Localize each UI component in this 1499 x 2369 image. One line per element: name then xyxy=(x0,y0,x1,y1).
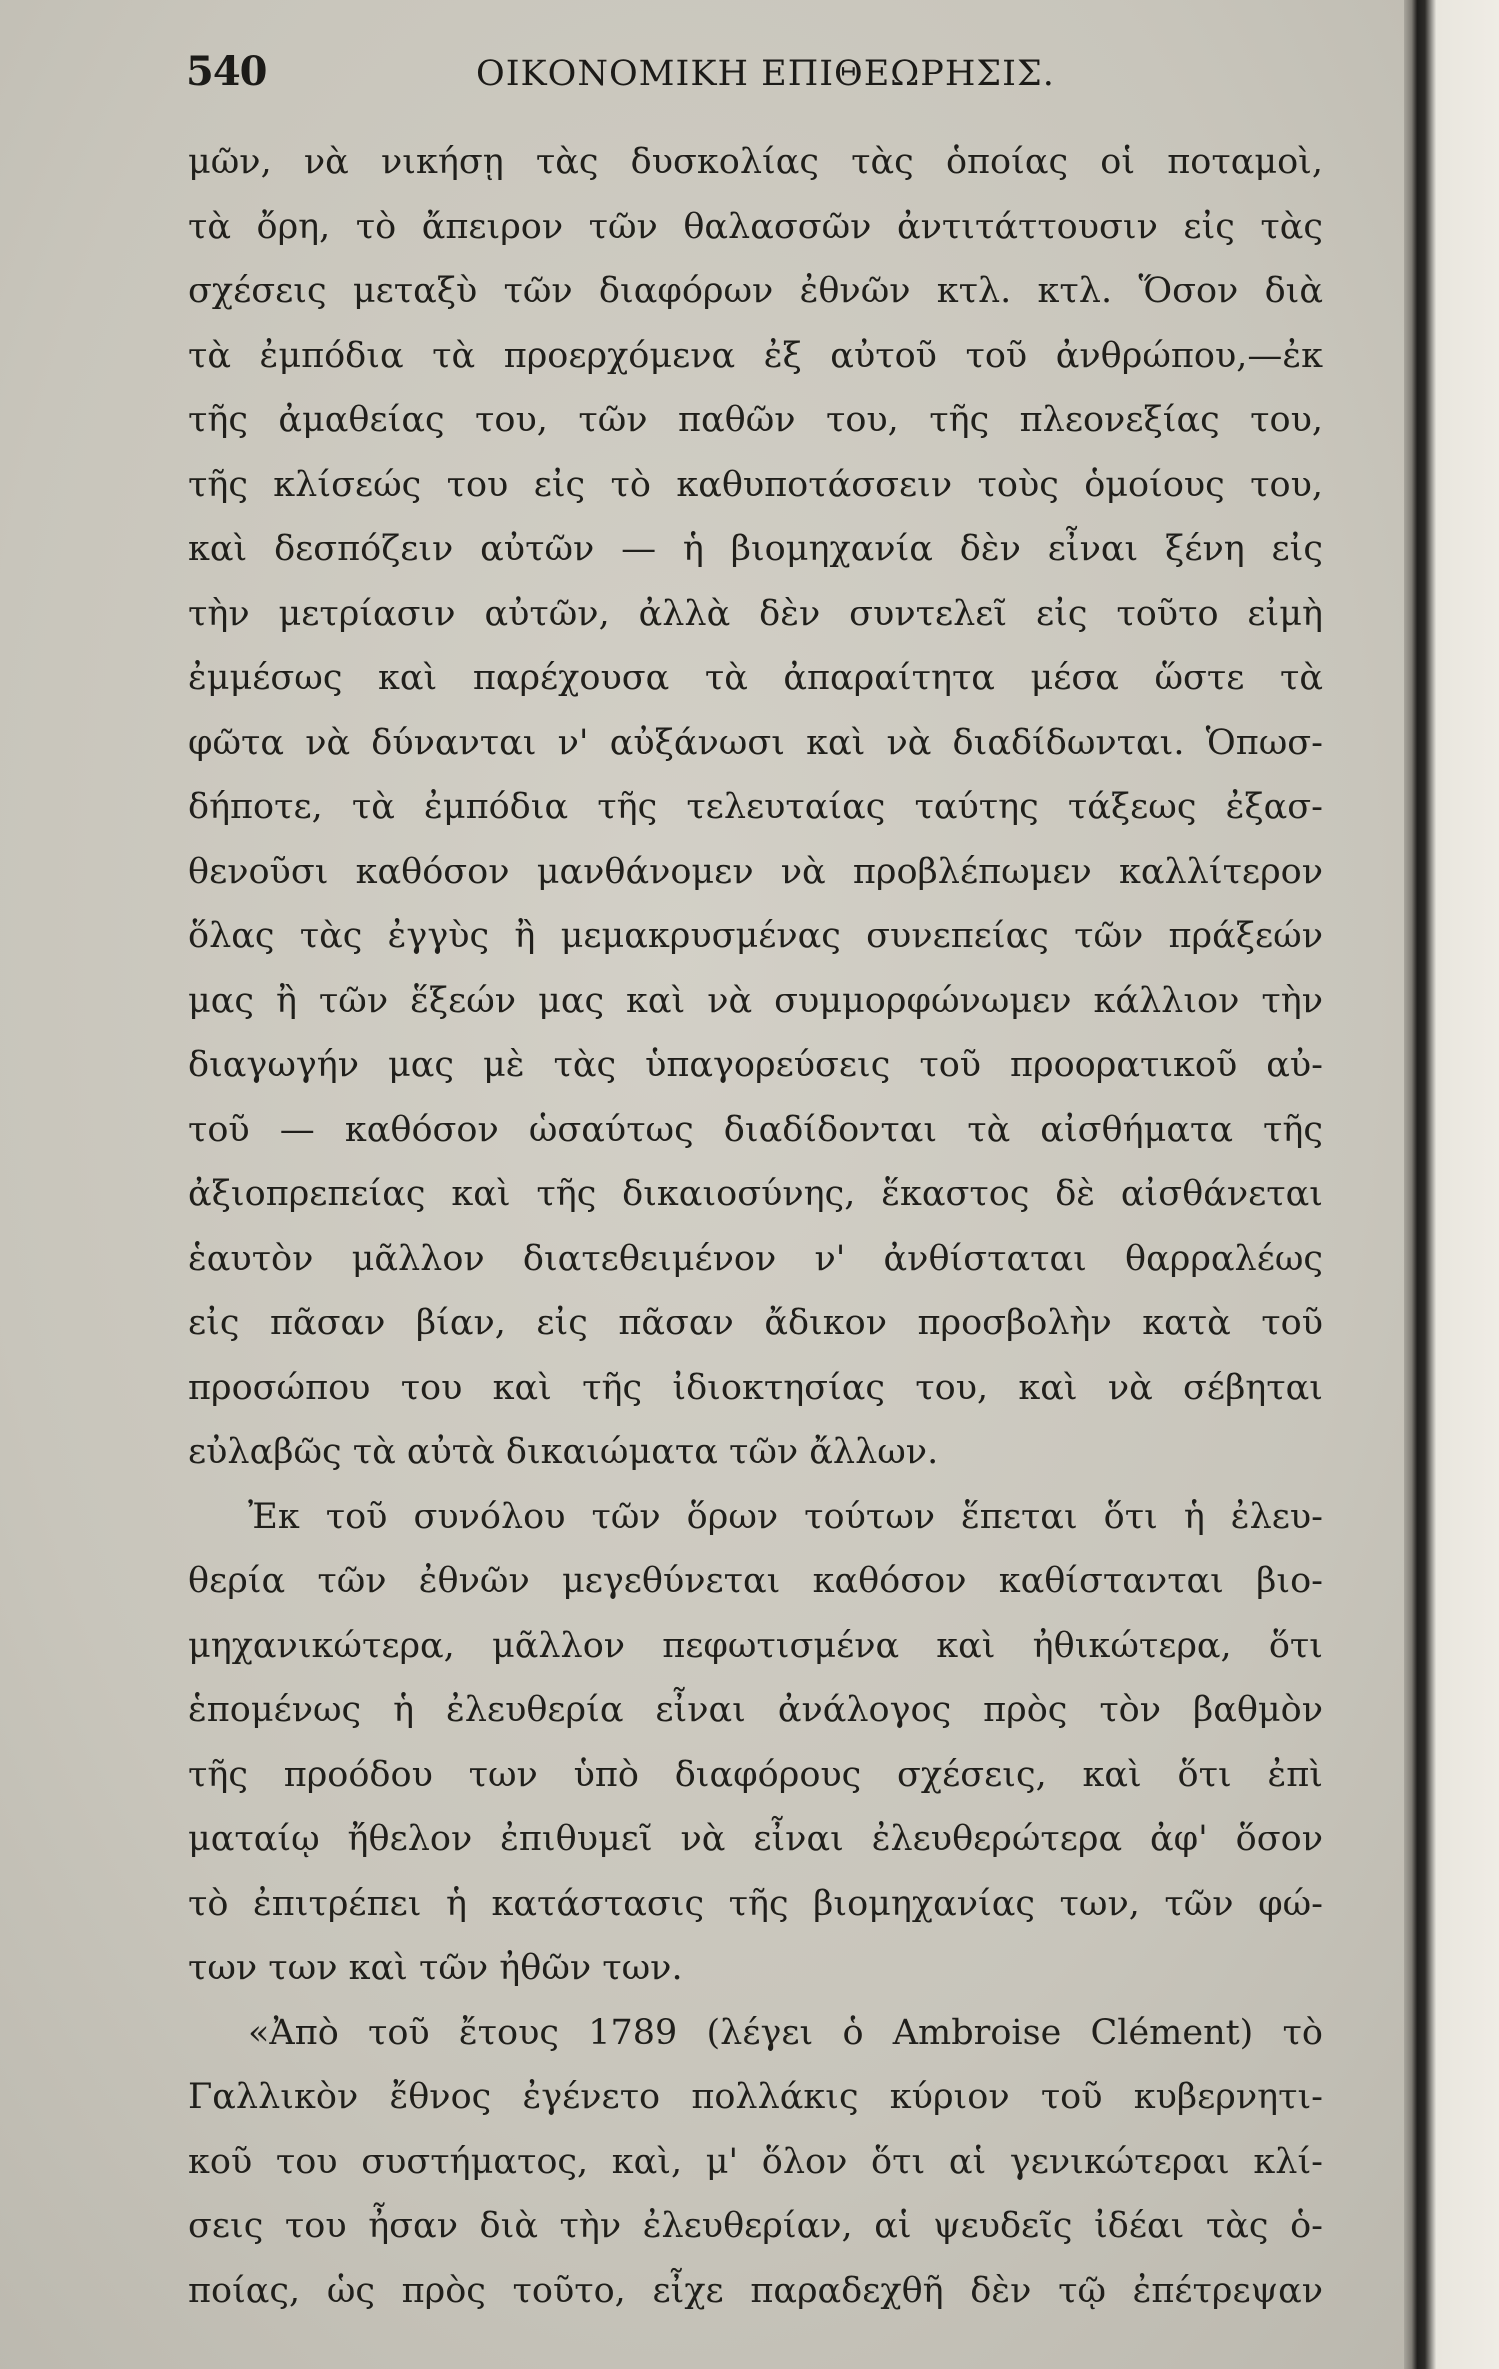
text-line: τὸ ἐπιτρέπει ἡ κατάστασις τῆς βιομηχανίας των, τῶν φώ- xyxy=(188,1883,1323,1924)
running-title: ΟΙΚΟΝΟΜΙΚΗ ΕΠΙΘΕΩΡΗΣΙΣ. xyxy=(476,54,1055,94)
text-line: προσώπου του καὶ τῆς ἰδιοκτησίας του, καὶ νὰ σέβηται xyxy=(188,1367,1323,1408)
text-line: Γαλλικὸν ἔθνος ἐγένετο πολλάκις κύριον τοῦ κυβερνητι- xyxy=(188,2077,1323,2117)
page-header xyxy=(186,48,1326,108)
text-line: ἑαυτὸν μᾶλλον διατεθειμένον ν' ἀνθίσταται θαρραλέως xyxy=(188,1238,1323,1279)
text-line: φῶτα νὰ δύνανται ν' αὐξάνωσι καὶ νὰ διαδίδωνται. Ὁπωσ- xyxy=(188,722,1323,763)
text-line: τῆς ἀμαθείας του, τῶν παθῶν του, τῆς πλεονεξίας του, xyxy=(188,400,1323,440)
text-line: ἑπομένως ἡ ἐλευθερία εἶναι ἀνάλογος πρὸς τὸν βαθμὸν xyxy=(188,1690,1323,1730)
text-line: δήποτε, τὰ ἐμπόδια τῆς τελευταίας ταύτης τάξεως ἐξασ- xyxy=(188,787,1323,827)
text-line: μας ἢ τῶν ἕξεών μας καὶ νὰ συμμορφώνωμεν κάλλιον τὴν xyxy=(188,980,1323,1021)
text-line: θενοῦσι καθόσον μανθάνομεν νὰ προβλέπωμεν καλλίτερον xyxy=(188,851,1323,892)
text-line: τὰ ὄρη, τὸ ἄπειρον τῶν θαλασσῶν ἀντιτάττουσιν εἰς τὰς xyxy=(188,206,1323,247)
text-line: τῆς κλίσεώς του εἰς τὸ καθυποτάσσειν τοὺς ὁμοίους του, xyxy=(188,464,1323,505)
text-line: μηχανικώτερα, μᾶλλον πεφωτισμένα καὶ ἠθικώτερα, ὅτι xyxy=(188,1625,1323,1666)
text-line: ματαίῳ ἤθελον ἐπιθυμεῖ νὰ εἶναι ἐλευθερώτερα ἀφ' ὅσον xyxy=(188,1819,1323,1859)
text-line: σεις του ἦσαν διὰ τὴν ἐλευθερίαν, αἱ ψευδεῖς ἰδέαι τὰς ὁ- xyxy=(188,2206,1323,2246)
text-line: τὰ ἐμπόδια τὰ προερχόμενα ἐξ αὐτοῦ τοῦ ἀνθρώπου,—ἐκ xyxy=(188,335,1323,376)
page-number: 540 xyxy=(186,48,267,95)
text-line: θερία τῶν ἐθνῶν μεγεθύνεται καθόσον καθίστανται βιο- xyxy=(188,1561,1323,1601)
paragraph-start-line: «Ἀπὸ τοῦ ἔτους 1789 (λέγει ὁ Ambroise Clément) τὸ xyxy=(248,2012,1323,2053)
text-line: σχέσεις μεταξὺ τῶν διαφόρων ἐθνῶν κτλ. κτλ. Ὅσον διὰ xyxy=(188,271,1323,311)
text-line: εἰς πᾶσαν βίαν, εἰς πᾶσαν ἄδικον προσβολὴν κατὰ τοῦ xyxy=(188,1303,1323,1343)
text-line: τῆς προόδου των ὑπὸ διαφόρους σχέσεις, καὶ ὅτι ἐπὶ xyxy=(188,1754,1323,1795)
body-text xyxy=(188,130,1323,2323)
text-line: διαγωγήν μας μὲ τὰς ὑπαγορεύσεις τοῦ προορατικοῦ αὐ- xyxy=(188,1045,1323,1085)
text-line: τοῦ — καθόσον ὡσαύτως διαδίδονται τὰ αἰσθήματα τῆς xyxy=(188,1109,1323,1150)
paragraph-end-line: των των καὶ τῶν ἠθῶν των. xyxy=(188,1948,683,1988)
text-line: ὅλας τὰς ἐγγὺς ἢ μεμακρυσμένας συνεπείας τῶν πράξεών xyxy=(188,916,1323,956)
text-line: ἐμμέσως καὶ παρέχουσα τὰ ἀπαραίτητα μέσα ὥστε τὰ xyxy=(188,658,1323,698)
text-line: ποίας, ὡς πρὸς τοῦτο, εἶχε παραδεχθῆ δὲν τῷ ἐπέτρεψαν xyxy=(188,2270,1323,2311)
paragraph-start-line: Ἐκ τοῦ συνόλου τῶν ὅρων τούτων ἕπεται ὅτι ἡ ἐλευ- xyxy=(248,1496,1323,1537)
book-gutter-shadow xyxy=(1404,0,1499,2369)
paragraph-end-line: εὐλαβῶς τὰ αὐτὰ δικαιώματα τῶν ἄλλων. xyxy=(188,1432,939,1472)
text-line: κοῦ του συστήματος, καὶ, μ' ὅλον ὅτι αἱ γενικώτεραι κλί- xyxy=(188,2141,1323,2182)
text-line: μῶν, νὰ νικήσῃ τὰς δυσκολίας τὰς ὁποίας οἱ ποταμοὶ, xyxy=(188,142,1323,182)
text-line: ἀξιοπρεπείας καὶ τῆς δικαιοσύνης, ἕκαστος δὲ αἰσθάνεται xyxy=(188,1174,1323,1214)
text-line: τὴν μετρίασιν αὐτῶν, ἀλλὰ δὲν συντελεῖ εἰς τοῦτο εἰμὴ xyxy=(188,593,1323,634)
text-line: καὶ δεσπόζειν αὐτῶν — ἡ βιομηχανία δὲν εἶναι ξένη εἰς xyxy=(188,529,1323,569)
